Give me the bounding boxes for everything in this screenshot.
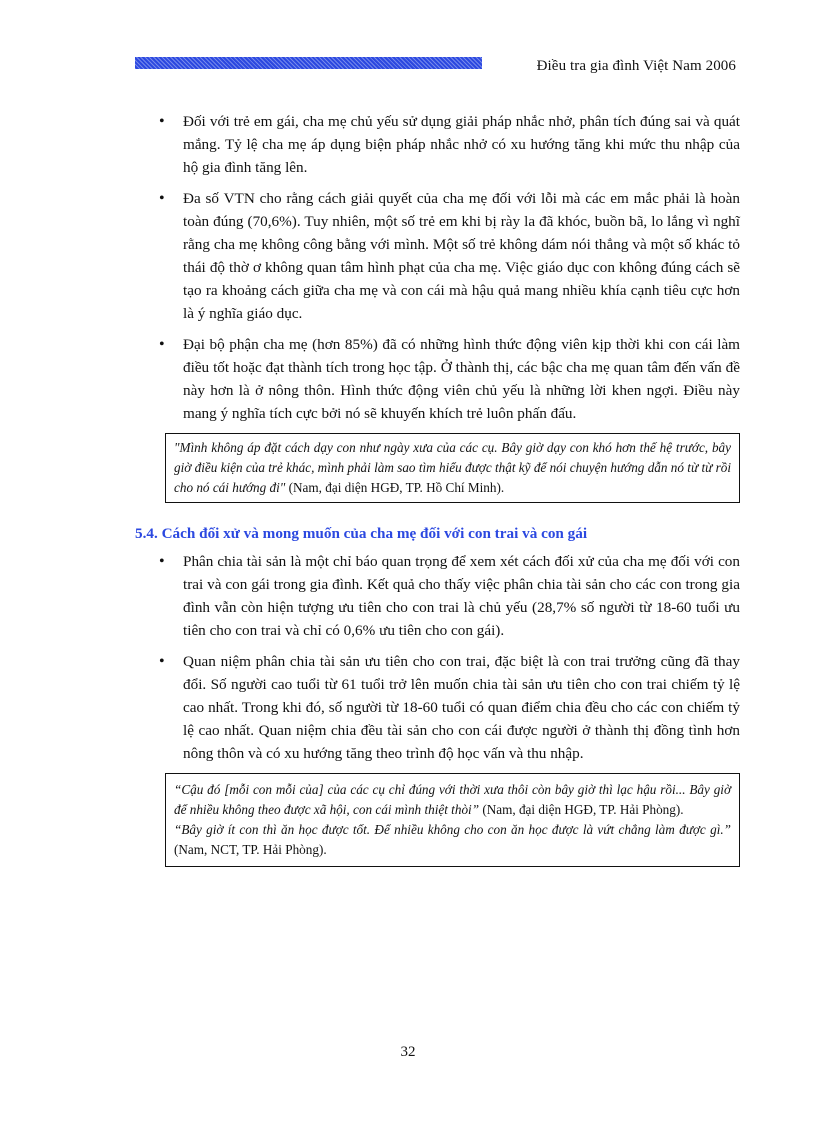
quote-box-2 xyxy=(165,773,740,867)
list-item: • Phân chia tài sản là một chỉ báo quan trọng để xem xét cách đối xử của cha mẹ đối với con trai và con gái trong gia đình. Kết quả cho thấy việc phân chia tài sản cho các con trong gia đình vẫn còn hiện tượng ưu tiên cho con trai là chủ yếu (28,7% số người từ 18-60 tuổi ưu tiên cho con trai và chỉ có 0,6% ưu tiên cho con gái). xyxy=(135,550,740,642)
section-title: 5.4. Cách đối xử và mong muốn của cha mẹ đối với con trai và con gái xyxy=(135,525,588,542)
header-bar xyxy=(135,57,482,69)
bullet-list-top xyxy=(135,110,740,425)
quote-text: “Cậu đó [mỗi con mỗi của] của các cụ chỉ đúng với thời xưa thôi còn bây giờ thì lạc hậu rồi... Bây giờ để nhiều không theo được xã hội, con cái mình thiệt thòi” xyxy=(174,782,731,817)
quote-text: “Bây giờ ít con thì ăn học được tốt. Để nhiều không cho con ăn học được là vứt chẳng làm được gì.” xyxy=(174,822,731,837)
header-title: Điều tra gia đình Việt Nam 2006 xyxy=(536,58,736,74)
quote-source: (Nam, đại diện HGĐ, TP. Hải Phòng). xyxy=(479,802,684,817)
quote-box-1 xyxy=(165,433,740,503)
page-number: 32 xyxy=(400,1044,416,1060)
page-content xyxy=(135,110,740,867)
list-item: • Đại bộ phận cha mẹ (hơn 85%) đã có những hình thức động viên kịp thời khi con cái làm điều tốt hoặc đạt thành tích trong học tập. Ở thành thị, các bậc cha mẹ quan tâm đến vấn đề này hơn là ở nông thôn. Hình thức động viên chủ yếu là những lời khen ngợi. Điều này mang ý nghĩa tích cực bởi nó sẽ khuyến khích trẻ luôn phấn đấu. xyxy=(135,333,740,425)
quote-source: (Nam, NCT, TP. Hải Phòng). xyxy=(174,842,327,857)
quote-line xyxy=(174,780,731,820)
list-item: • Đa số VTN cho rằng cách giải quyết của cha mẹ đối với lỗi mà các em mắc phải là hoàn toàn đúng (70,6%). Tuy nhiên, một số trẻ em khi bị rày la đã khóc, buồn bã, lo lắng vì nghĩ rằng cha mẹ không công bằng với mình. Một số trẻ không dám nói thẳng và một số khác tỏ thái độ thờ ơ không quan tâm hình phạt của cha mẹ. Việc giáo dục con không đúng cách sẽ tạo ra khoảng cách giữa cha mẹ và con cái mà hậu quả mang nhiều khía cạnh tiêu cực hơn là ý nghĩa giáo dục. xyxy=(135,187,740,325)
quote-text: "Mình không áp đặt cách dạy con như ngày xưa của các cụ. Bây giờ dạy con khó hơn thế hệ trước, bây giờ điều kiện của trẻ khác, mình phải làm sao tìm hiểu được thật kỹ để nói chuyện hướng dẫn nó từ từ rồi cho nó cái hướng đi" xyxy=(174,440,731,495)
list-item: • Quan niệm phân chia tài sản ưu tiên cho con trai, đặc biệt là con trai trưởng cũng đã thay đổi. Số người cao tuổi từ 61 tuổi trở lên muốn chia tài sản ưu tiên cho con trai chiếm tỷ lệ cao nhất. Trong khi đó, số người từ 18-60 tuổi có quan điểm chia đều cho các con chiếm tỷ lệ cao nhất. Quan niệm chia đều tài sản cho con cái được người ở thành thị đồng tình hơn nông thôn và có xu hướng tăng theo trình độ học vấn và thu nhập. xyxy=(135,650,740,765)
bullet-list-bottom xyxy=(135,550,740,765)
list-item: • Đối với trẻ em gái, cha mẹ chủ yếu sử dụng giải pháp nhắc nhở, phân tích đúng sai và quát mắng. Tỷ lệ cha mẹ áp dụng biện pháp nhắc nhở có xu hướng tăng khi mức thu nhập của hộ gia đình tăng lên. xyxy=(135,110,740,179)
quote-line xyxy=(174,820,731,860)
quote-source: (Nam, đại diện HGĐ, TP. Hồ Chí Minh). xyxy=(285,480,505,495)
